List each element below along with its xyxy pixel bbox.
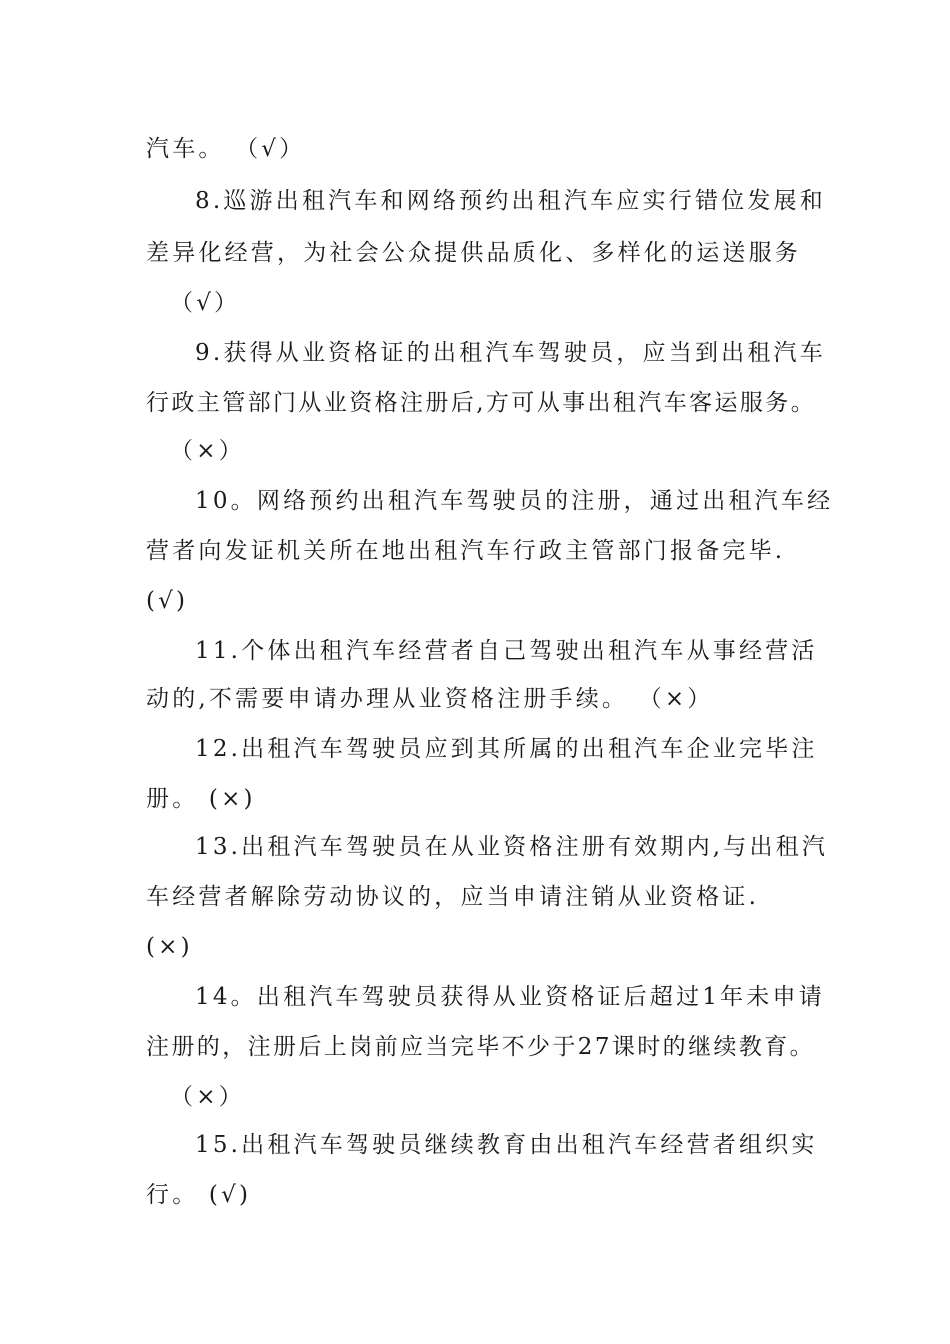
text-line: (√) [146,588,189,614]
text-line: 11.个体出租汽车经营者自己驾驶出租汽车从事经营活 [195,638,818,664]
text-line: 12.出租汽车驾驶员应到其所属的出租汽车企业完毕注 [195,736,818,762]
text-line: 行政主管部门从业资格注册后,方可从事出租汽车客运服务。 [146,390,817,416]
text-line: （×） [170,438,245,464]
text-line: 册。 (×) [146,786,256,812]
text-line: 13.出租汽车驾驶员在从业资格注册有效期内,与出租汽 [195,834,829,860]
text-line: 14。出租汽车驾驶员获得从业资格证后超过1年未申请 [195,984,825,1010]
text-line: 8.巡游出租汽车和网络预约出租汽车应实行错位发展和 [195,188,826,214]
text-line: (×) [146,934,193,960]
text-line: 9.获得从业资格证的出租汽车驾驶员，应当到出租汽车 [195,340,826,366]
text-line: 注册的，注册后上岗前应当完毕不少于27课时的继续教育。 [146,1034,816,1060]
text-line: 15.出租汽车驾驶员继续教育由出租汽车经营者组织实 [195,1132,818,1158]
text-line: 汽车。 （√） [146,136,306,162]
text-line: 10。网络预约出租汽车驾驶员的注册，通过出租汽车经 [195,488,834,514]
text-line: 动的,不需要申请办理从业资格注册手续。 （×） [146,686,714,712]
text-line: （×） [170,1084,245,1110]
text-line: 营者向发证机关所在地出租汽车行政主管部门报备完毕. [146,538,786,564]
text-line: 差异化经营，为社会公众提供品质化、多样化的运送服务 [146,240,801,266]
text-line: （√） [170,290,241,316]
text-line: 行。 (√) [146,1182,252,1208]
text-line: 车经营者解除劳动协议的，应当申请注销从业资格证. [146,884,760,910]
